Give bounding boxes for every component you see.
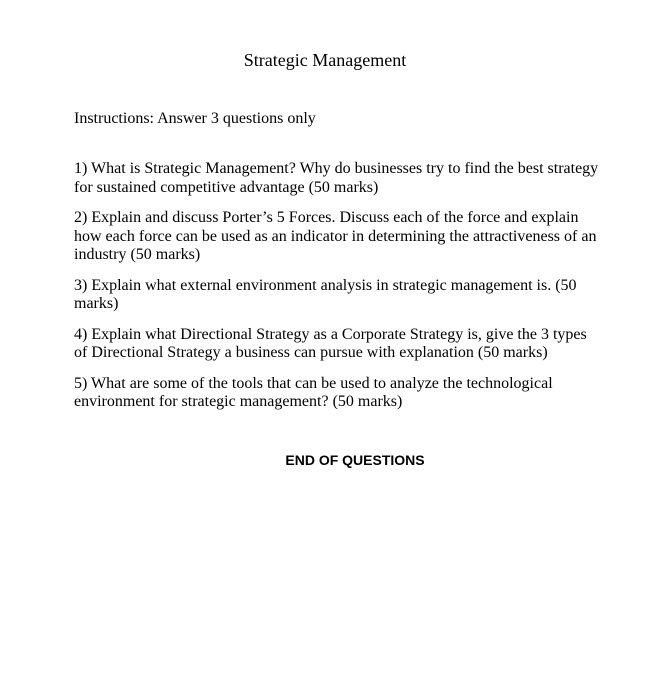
instructions-text: Instructions: Answer 3 questions only bbox=[74, 110, 316, 127]
question-2: 2) Explain and discuss Porter’s 5 Forces. Discuss each of the force and explain how each force can be used as an indicator in determining the attractiveness of an industry (50 marks) bbox=[74, 209, 597, 263]
question-4: 4) Explain what Directional Strategy as a Corporate Strategy is, give the 3 types of Directional Strategy a business can pursue with explanation (50 marks) bbox=[74, 325, 587, 361]
document-title: Strategic Management bbox=[243, 50, 407, 70]
question-5: 5) What are some of the tools that can be used to analyze the technological environment for strategic management? (50 marks) bbox=[74, 374, 553, 410]
question-3: 3) Explain what external environment analysis in strategic management is. (50 marks) bbox=[74, 276, 577, 312]
end-of-questions: END OF QUESTIONS bbox=[285, 452, 425, 468]
question-1: 1) What is Strategic Management? Why do businesses try to find the best strategy for sustained competitive advantage (50 marks) bbox=[74, 160, 599, 196]
question-list bbox=[74, 160, 599, 424]
